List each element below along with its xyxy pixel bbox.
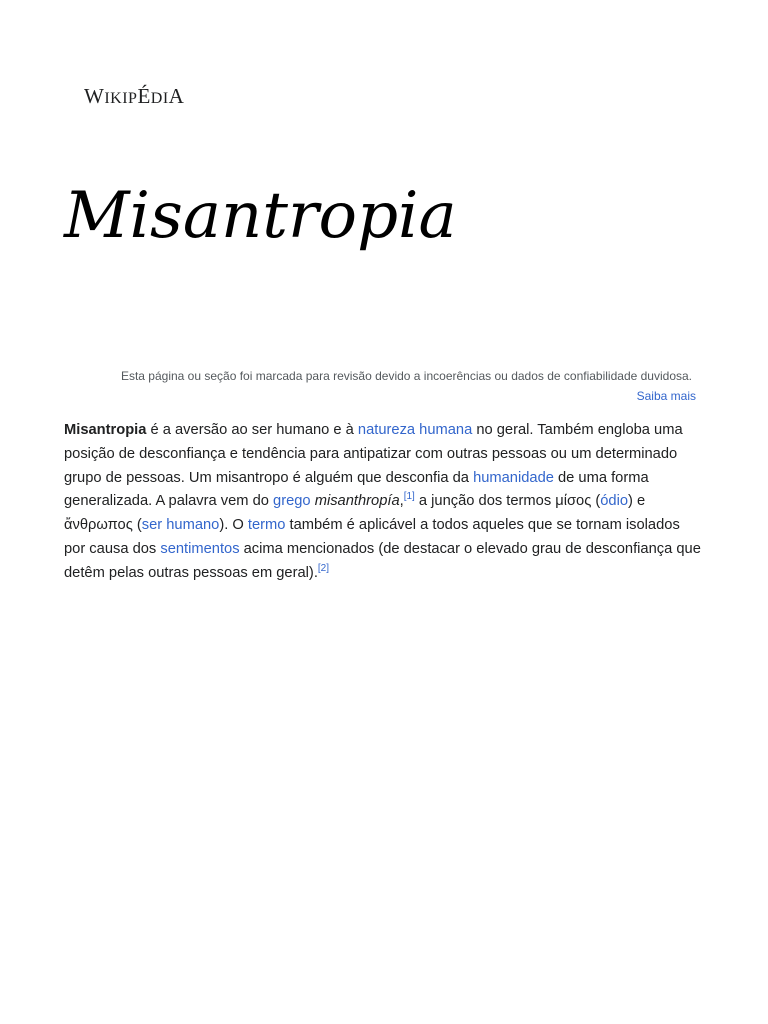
lead-paragraph xyxy=(64,419,704,586)
notice-learn-more xyxy=(64,386,696,406)
logo-letter-e: É xyxy=(137,84,151,108)
notice-message: Esta página ou seção foi marcada para revisão devido a incoerências ou dados de confiabilidade duvidosa. xyxy=(120,369,692,383)
logo-letter-w: W xyxy=(84,84,105,108)
maintenance-notice xyxy=(64,366,696,406)
wikipedia-logo[interactable] xyxy=(84,84,184,109)
learn-more-link[interactable]: Saiba mais xyxy=(636,389,696,403)
page-title: Misantropia xyxy=(64,179,457,253)
reference-1 xyxy=(404,492,415,503)
lead-text: ). O xyxy=(219,517,248,534)
lead-bold-term: Misantropia xyxy=(64,422,147,438)
reference-2 xyxy=(318,563,329,574)
lead-text: é a aversão ao ser humano e à xyxy=(146,422,358,438)
link-termo[interactable]: termo xyxy=(247,517,286,534)
lead-text: de uma forma generalizada. A palavra vem do xyxy=(64,469,649,510)
link-natureza-humana[interactable]: natureza humana xyxy=(357,422,473,438)
reference-link-2[interactable]: [2] xyxy=(317,562,330,574)
lead-italic-term: misanthropía xyxy=(314,493,400,510)
logo-letters-ikip: IKIP xyxy=(104,90,138,107)
lead-text: a junção dos termos μίσος ( xyxy=(414,493,601,510)
link-ser-humano[interactable]: ser humano xyxy=(141,517,220,534)
logo-letter-a: A xyxy=(168,84,185,108)
logo-letters-di: DI xyxy=(150,90,169,107)
reference-link-1[interactable]: [1] xyxy=(403,491,415,503)
link-grego[interactable]: grego xyxy=(273,493,311,510)
lead-text: no geral. Também engloba uma posição de desconfiança e tendência para antipatizar com outras pessoas ou um determinado grupo de pessoas. Um misantropo é alguém que desconfia da xyxy=(64,422,683,486)
lead-text: , xyxy=(399,493,404,510)
lead-text: ) e ἄνθρωπος ( xyxy=(64,493,646,534)
link-humanidade[interactable]: humanidade xyxy=(473,469,554,486)
link-odio[interactable]: ódio xyxy=(600,493,629,510)
link-sentimentos[interactable]: sentimentos xyxy=(160,540,240,557)
lead-text: também é aplicável a todos aqueles que se tornam isolados por causa dos xyxy=(64,517,680,557)
lead-text: acima mencionados (de destacar o elevado grau de desconfiança que detêm pelas outras pessoas em geral). xyxy=(64,540,701,581)
